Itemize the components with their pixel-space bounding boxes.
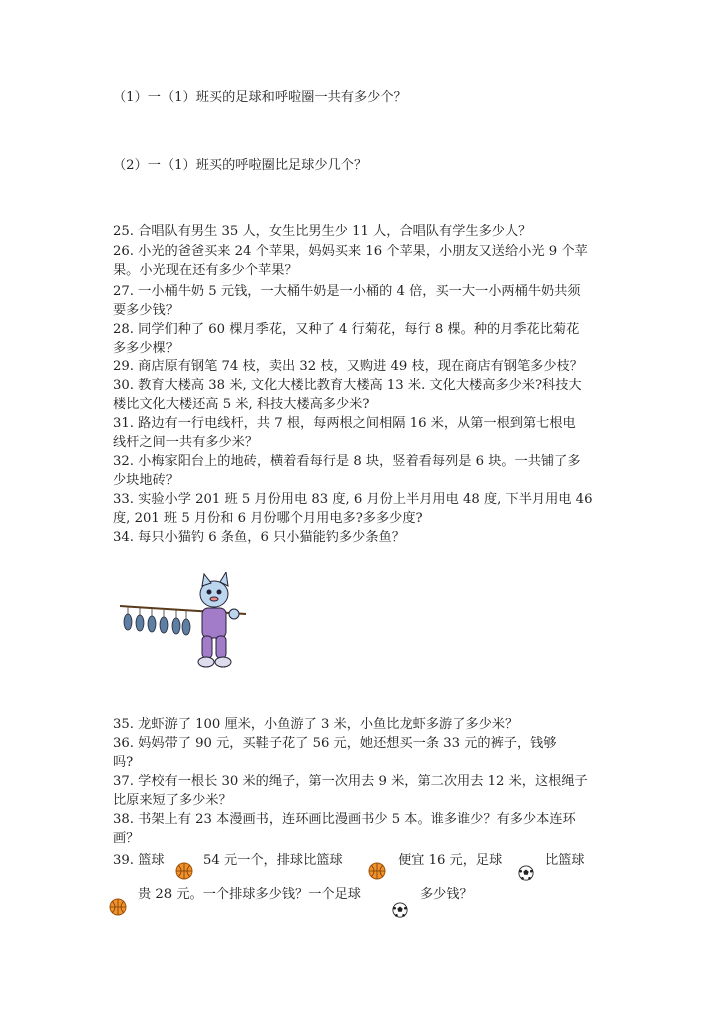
problem-line: 少块地砖？ — [113, 473, 179, 488]
problem-line: 楼比文化大楼还高 5 米, 科技大楼高多少米? — [113, 397, 370, 412]
problem-line: 35. 龙虾游了 100 厘米，小鱼游了 3 米，小鱼比龙虾多游了多少米？ — [113, 717, 519, 732]
problem-line: 吗? — [113, 755, 134, 770]
problem-line: 比原来短了多少米？ — [113, 793, 232, 808]
problem-line: 25. 合唱队有男生 35 人，女生比男生少 11 人，合唱队有学生多少人？ — [113, 224, 532, 239]
problem-line: 度, 201 班 5 月份和 6 月份哪个月用电多?多多少度? — [113, 511, 423, 526]
sub-question-2: （2）一（1）班买的呼啦圈比足球少几个？ — [113, 158, 368, 173]
q39-part-2: 54 元一个，排球比篮球 — [203, 853, 343, 868]
q39-part-3: 便宜 16 元，足球 — [398, 853, 503, 868]
basketball-icon — [175, 862, 193, 880]
q39-part-5: 贵 28 元。一个排球多少钱？一个足球 — [138, 887, 361, 902]
problem-line: 果。小光现在还有多少个苹果？ — [113, 263, 298, 278]
sub-question-1: （1）一（1）班买的足球和呼啦圈一共有多少个？ — [113, 90, 407, 105]
problem-line: 36. 妈妈带了 90 元，买鞋子花了 56 元，她还想买一条 33 元的裤子，钱够 — [113, 736, 557, 751]
cat-fishing-illustration — [116, 572, 252, 672]
fish-icon — [124, 607, 190, 635]
soccer-ball-icon — [518, 865, 534, 881]
problem-line: 34. 每只小猫钓 6 条鱼，6 只小猫能钓多少条鱼？ — [113, 530, 405, 545]
problem-line: 多多少棵？ — [113, 341, 179, 356]
q39-part-6: 多少钱？ — [420, 887, 473, 902]
problem-line: 38. 书架上有 23 本漫画书，连环画比漫画书少 5 本。谁多谁少？有多少本连环 — [113, 812, 576, 827]
problem-line: 31. 路边有一行电线杆，共 7 根，每两根之间相隔 16 米，从第一根到第七根电 — [113, 416, 576, 431]
problem-line: 26. 小光的爸爸买来 24 个苹果，妈妈买来 16 个苹果，小朋友又送给小光 9 个苹 — [113, 244, 588, 259]
problem-line: 线杆之间一共有多少米？ — [113, 435, 259, 450]
basketball-icon — [109, 898, 127, 916]
problem-line: 29. 商店原有钢笔 74 枝，卖出 32 枝，又购进 49 枝，现在商店有钢笔多少枝？ — [113, 359, 583, 374]
soccer-ball-icon — [392, 902, 408, 918]
problem-line: 33. 实验小学 201 班 5 月份用电 83 度, 6 月份上半月用电 48 度, 下半月用电 46 — [113, 492, 593, 507]
problem-line: 要多少钱？ — [113, 303, 179, 318]
cat-icon — [198, 572, 239, 667]
problem-line: 28. 同学们种了 60 棵月季花，又种了 4 行菊花，每行 8 棵。种的月季花比菊花 — [113, 322, 580, 337]
basketball-icon — [368, 862, 386, 880]
problem-line: 27. 一小桶牛奶 5 元钱，一大桶牛奶是一小桶的 4 倍，买一大一小两桶牛奶共须 — [113, 284, 581, 299]
problem-line: 37. 学校有一根长 30 米的绳子，第一次用去 9 米，第二次用去 12 米，这根绳子 — [113, 774, 588, 789]
problem-line: 画？ — [113, 831, 140, 846]
q39-part-1: 39. 篮球 — [113, 853, 165, 868]
problem-line: 30. 教育大楼高 38 米, 文化大楼比教育大楼高 13 米. 文化大楼高多少米?科技大 — [113, 378, 582, 393]
problem-line: 32. 小梅家阳台上的地砖，横着看每行是 8 块，竖着看每列是 6 块。一共铺了多 — [113, 454, 581, 469]
q39-part-4: 比篮球 — [545, 853, 585, 868]
